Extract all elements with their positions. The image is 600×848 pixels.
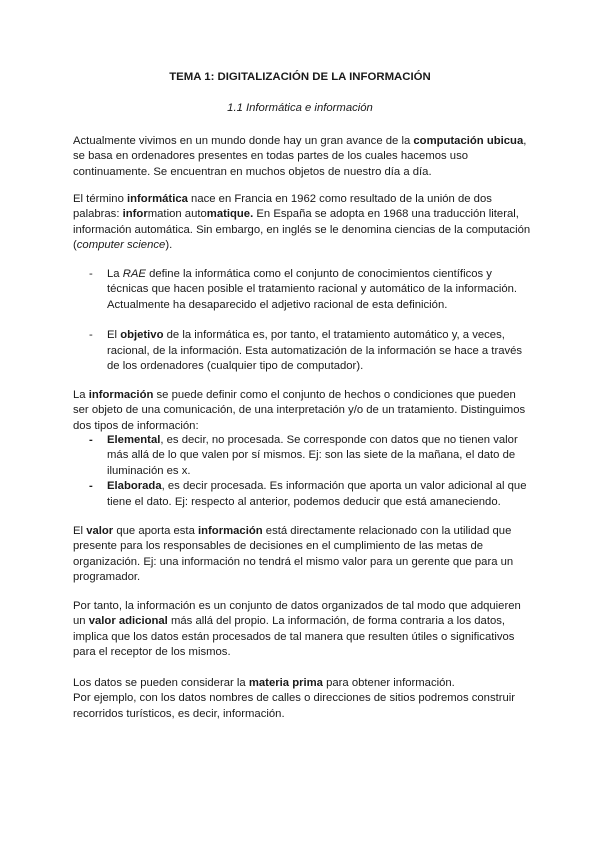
- text-run: Actualmente vivimos en un mundo donde hay un gran avance de la: [73, 135, 414, 147]
- information-types-list: [89, 433, 529, 510]
- list-item: [89, 267, 529, 313]
- section-subtitle: 1.1 Informática e información: [227, 102, 373, 114]
- term-elaborada: Elaborada: [107, 480, 162, 493]
- term-materia-prima: materia prima: [248, 677, 323, 689]
- text-run: más allá del propio. La información, de forma contraria a los datos, implica que los datos están procesados de tal manera que resulten útiles o significativos para el receptor de los mismos.: [73, 615, 515, 659]
- term-informatica: informática: [127, 193, 188, 205]
- text-run: El: [73, 525, 87, 537]
- text-run: , es decir, no procesada. Se corresponde con datos que no tienen valor más allá de lo que valen por sí mismos. Ej: son las siete de la mañana, el dato de iluminación es x.: [107, 434, 518, 477]
- term-elemental: Elemental: [107, 434, 161, 446]
- text-run: La: [73, 389, 89, 401]
- term-rae: RAE: [122, 268, 146, 280]
- bullet-dash: -: [89, 329, 93, 342]
- term-infor: infor: [122, 208, 148, 221]
- term-valor-adicional: valor adicional: [88, 615, 168, 628]
- text-run: , se basa en ordenadores presentes en todas partes de los cuales hacemos uso continuamente. Se encuentran en muchos objetos de nuestro día a día.: [73, 135, 527, 178]
- paragraph-valor-adicional: [73, 599, 533, 661]
- text-run: nace en Francia en 1962 como resultado de la unión de dos palabras:: [73, 193, 492, 221]
- text-run: mation auto: [147, 208, 207, 221]
- paragraph-computacion-ubicua: [73, 134, 533, 180]
- list-item: [89, 433, 529, 479]
- text-run: se puede definir como el conjunto de hechos o condiciones que pueden ser objeto de una comunicación, de una interpretación y/o de un tratamiento. Distinguimos dos tipos de información:: [73, 389, 526, 432]
- list-item: [89, 328, 529, 374]
- term-objetivo: objetivo: [120, 329, 164, 342]
- text-run: ).: [165, 239, 173, 252]
- bullet-dash: -: [89, 480, 93, 493]
- text-run: Por tanto, la información es un conjunto de datos organizados de tal modo que adquieren un: [73, 600, 521, 628]
- paragraph-materia-prima: [73, 676, 533, 722]
- text-run: En España se adopta en 1968 una traducción literal, información automática. Sin embargo, en inglés se le denomina ciencias de la computación (: [73, 208, 531, 252]
- bullet-dash: -: [89, 434, 93, 446]
- paragraph-informacion: [73, 388, 533, 434]
- term-matique: matique.: [206, 208, 254, 221]
- text-run: para obtener información.: [322, 677, 455, 689]
- bullet-dash: -: [89, 268, 93, 280]
- text-line: [73, 676, 533, 691]
- text-run: El: [107, 329, 121, 342]
- text-run: , es decir procesada. Es información que aporta un valor adicional al que tiene el dato. Ej: respecto al anterior, podemos deducir que está amaneciendo.: [107, 480, 527, 508]
- term-computer-science: computer science: [76, 239, 166, 252]
- text-run: está directamente relacionado con la utilidad que presente para los responsables de decisiones en el cumplimiento de las metas de organización. Ej: una información no tendrá el mismo valor para un gerente que para un programador.: [73, 525, 514, 584]
- paragraph-valor: [73, 524, 533, 586]
- text-run: define la informática como el conjunto de conocimientos científicos y técnicas que hacen posible el tratamiento racional y automático de la información. Actualmente ha desaparecido el adjetivo racional de esta definición.: [107, 268, 518, 311]
- text-run: de la informática es, por tanto, el tratamiento automático y, a veces, racional, de la información. Esta automatización de la información se hace a través de los ordenadores (cualquier tipo de computador).: [107, 329, 523, 373]
- term-informacion: información: [88, 389, 154, 401]
- term-computacion-ubicua: computación ubicua: [413, 135, 524, 147]
- text-line: Por ejemplo, con los datos nombres de calles o direcciones de sitios podremos construir recorridos turísticos, es decir, información.: [73, 692, 516, 720]
- definition-list: [89, 267, 529, 374]
- text-run: El término: [73, 193, 127, 205]
- page-title: TEMA 1: DIGITALIZACIÓN DE LA INFORMACIÓN: [169, 71, 431, 83]
- term-valor: valor: [86, 525, 114, 537]
- text-run: La: [107, 268, 123, 280]
- term-informacion: información: [198, 525, 263, 537]
- text-run: que aporta esta: [113, 525, 198, 537]
- list-item: [89, 479, 529, 510]
- text-run: Los datos se pueden considerar la: [73, 677, 249, 689]
- paragraph-informatica: [73, 192, 533, 254]
